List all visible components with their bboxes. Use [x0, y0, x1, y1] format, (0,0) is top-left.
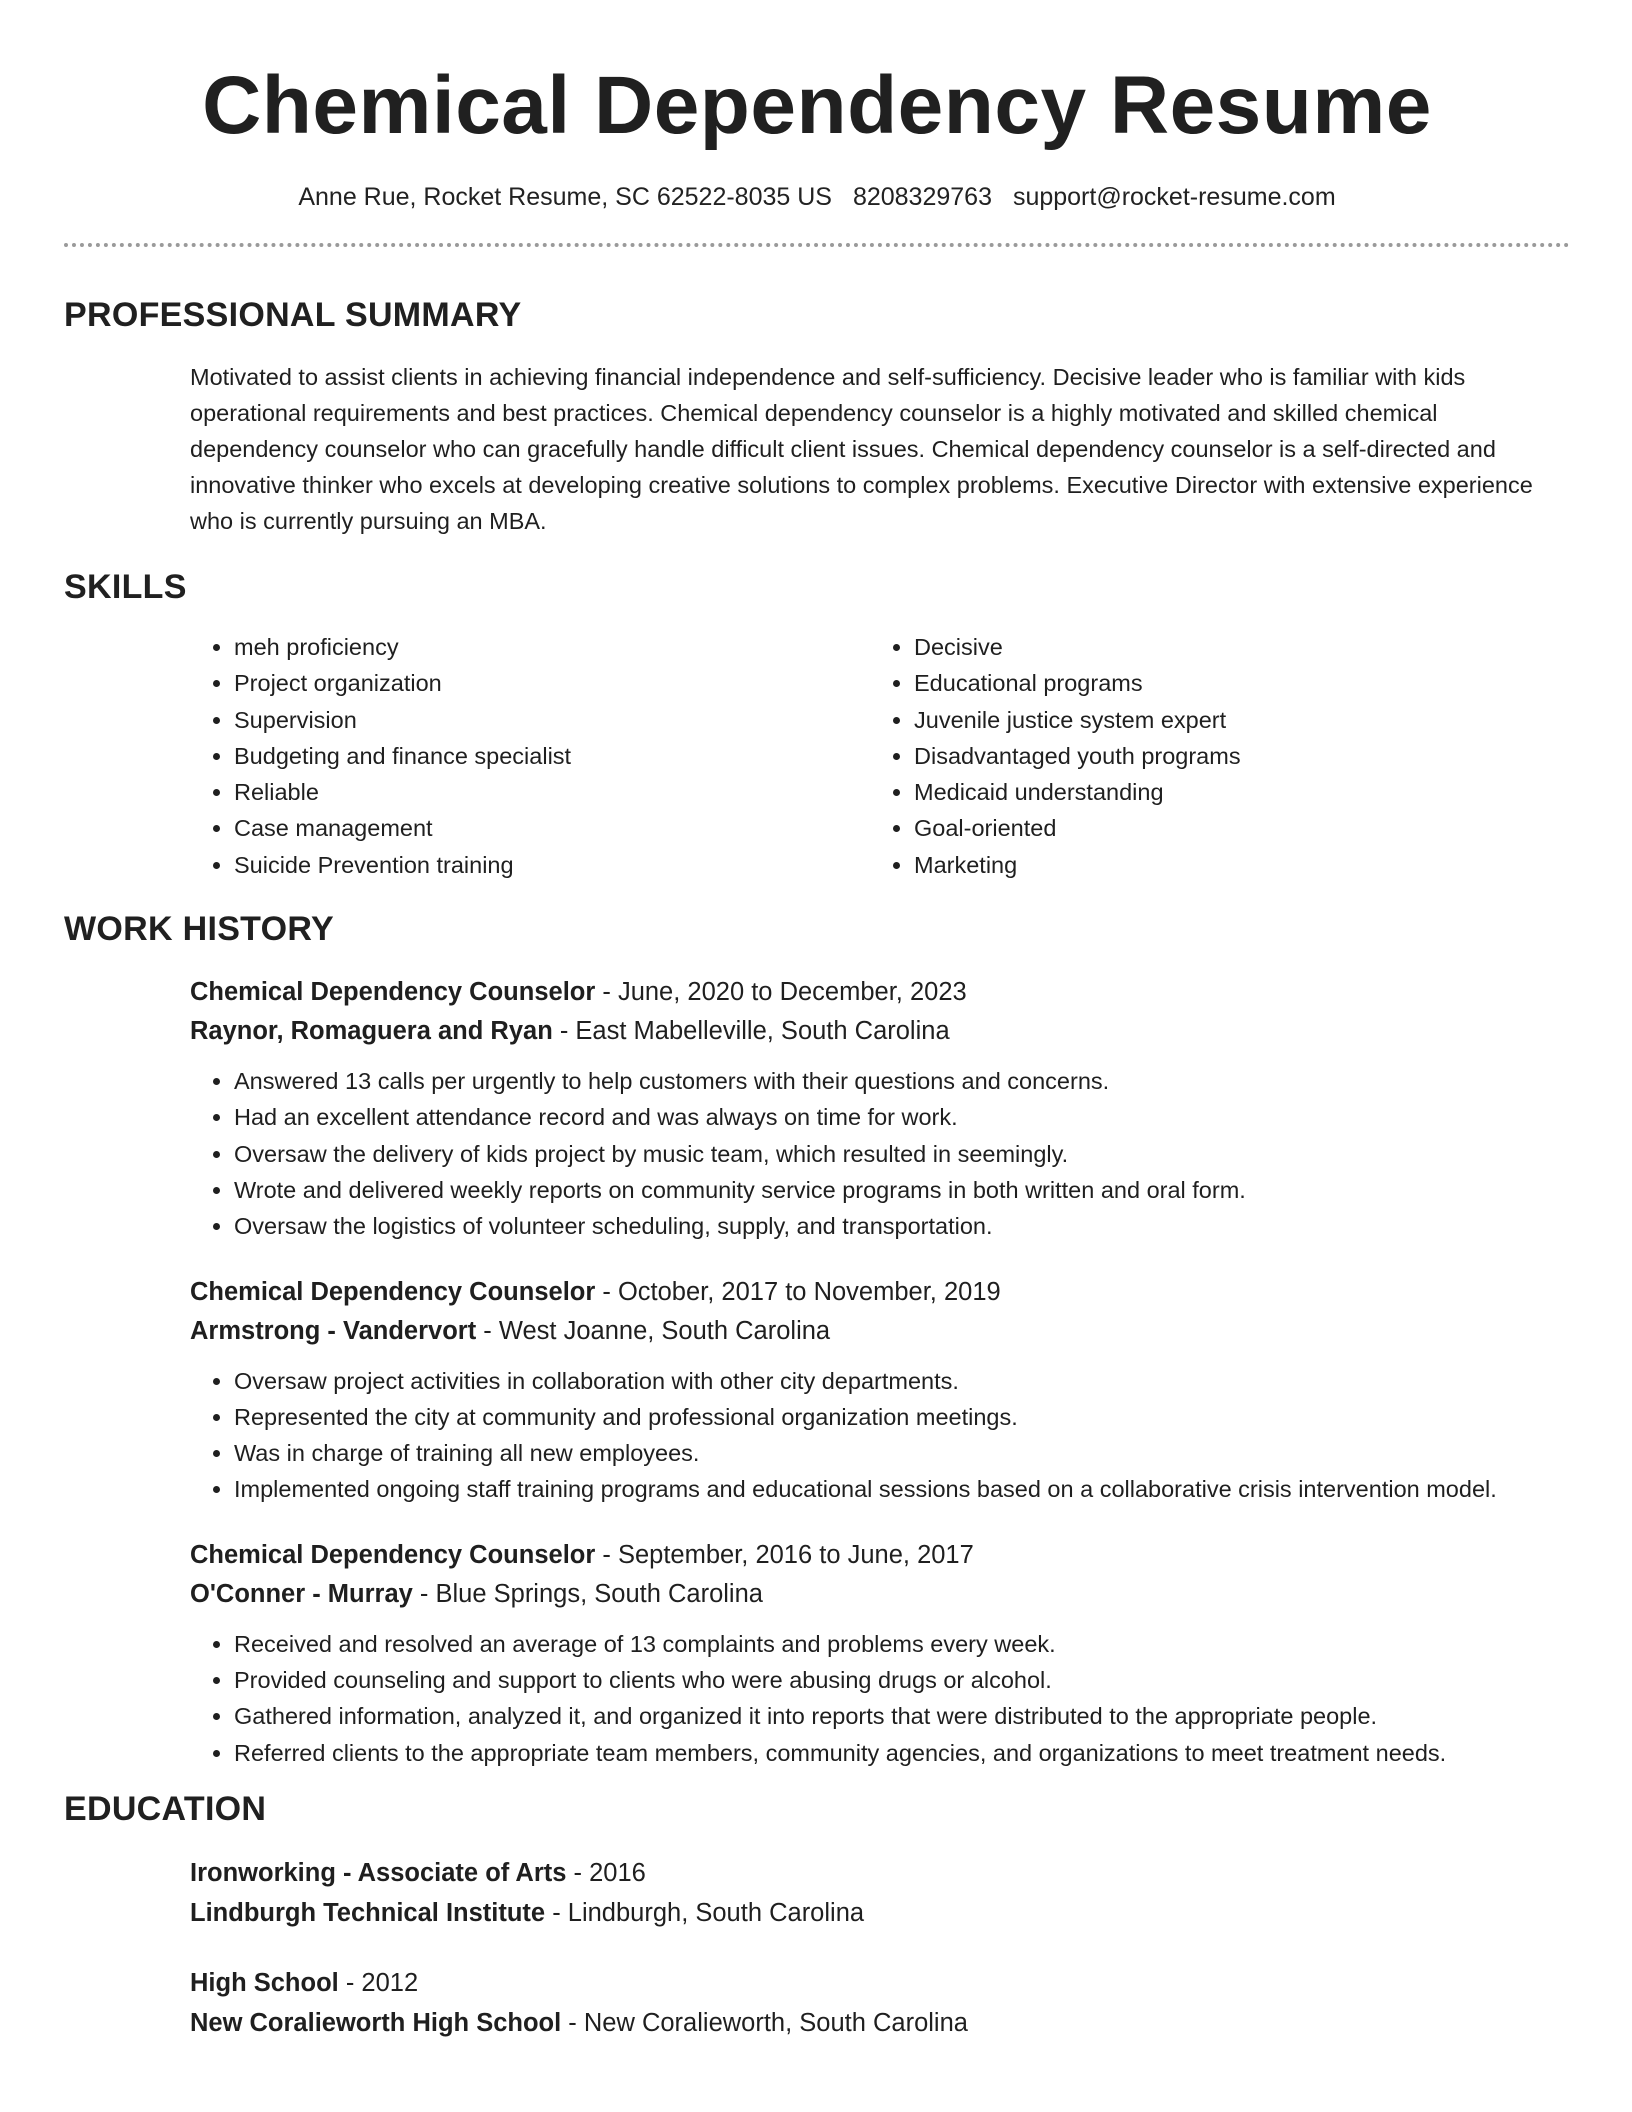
- contact-address: Anne Rue, Rocket Resume, SC 62522-8035 US: [298, 183, 832, 211]
- job-bullet: • Implemented ongoing staff training programs and educational sessions based on a collaborative crisis intervention model.: [234, 1471, 1574, 1507]
- summary-heading: PROFESSIONAL SUMMARY: [64, 296, 522, 334]
- skill-item: • Reliable: [234, 774, 870, 810]
- skill-item: • meh proficiency: [234, 629, 870, 665]
- resume-title: Chemical Dependency Resume: [202, 60, 1432, 151]
- job-title-line: [190, 1536, 1570, 1575]
- education-entry: [190, 1853, 1570, 1933]
- job-company-line: [190, 1012, 1570, 1051]
- job-bullet: • Oversaw the delivery of kids project by music team, which resulted in seemingly.: [234, 1136, 1574, 1172]
- education-school: Lindburgh Technical Institute: [190, 1898, 546, 1927]
- skills-section: [64, 567, 1570, 883]
- work-section: [64, 909, 1570, 1771]
- job-bullet: • Oversaw the logistics of volunteer scheduling, supply, and transportation.: [234, 1208, 1574, 1244]
- summary-text: Motivated to assist clients in achieving financial independence and self-sufficiency. Decisive leader who is familiar with kids operational requirements and best practices. Chemical dependency counselor is a highly motivated and skilled chemical dependency counselor who can gracefully handle difficult client issues. Chemical dependency counselor is a self-directed and innovative thinker who excels at developing creative solutions to complex problems. Executive Director with extensive experience who is currently pursuing an MBA.: [190, 364, 1533, 534]
- education-year: - 2012: [338, 1968, 419, 1997]
- job-bullet: • Represented the city at community and professional organization meetings.: [234, 1399, 1574, 1435]
- education-school: New Coralieworth High School: [190, 2008, 562, 2037]
- job-bullets: [190, 1626, 1574, 1771]
- job-bullet: • Referred clients to the appropriate team members, community agencies, and organizations to meet treatment needs.: [234, 1735, 1574, 1771]
- job-bullets: [190, 1363, 1574, 1508]
- job-company-line: [190, 1575, 1570, 1614]
- job-bullet: • Received and resolved an average of 13 complaints and problems every week.: [234, 1626, 1574, 1662]
- job-bullet: • Was in charge of training all new employees.: [234, 1435, 1574, 1471]
- skills-columns: [190, 629, 1570, 883]
- job-dates: - October, 2017 to November, 2019: [595, 1277, 1001, 1306]
- job-bullet: • Oversaw project activities in collaboration with other city departments.: [234, 1363, 1574, 1399]
- resume-page: [64, 0, 1570, 2043]
- education-section: [64, 1789, 1570, 2043]
- skill-item: • Suicide Prevention training: [234, 847, 870, 883]
- skills-right-column: [870, 629, 1550, 883]
- job-title-line: [190, 1273, 1570, 1312]
- job-role: Chemical Dependency Counselor: [190, 978, 596, 1007]
- skills-heading: SKILLS: [64, 568, 187, 606]
- job-location: - West Joanne, South Carolina: [476, 1316, 831, 1345]
- job-bullet: • Had an excellent attendance record and was always on time for work.: [234, 1099, 1574, 1135]
- job-company: O'Conner - Murray: [190, 1579, 413, 1608]
- work-heading: WORK HISTORY: [64, 910, 334, 949]
- job-dates: - September, 2016 to June, 2017: [595, 1540, 974, 1569]
- job-company: Raynor, Romaguera and Ryan: [190, 1017, 553, 1046]
- job-bullet: • Wrote and delivered weekly reports on community service programs in both written and oral form.: [234, 1172, 1574, 1208]
- job-entry: [190, 1273, 1570, 1508]
- skill-item: • Juvenile justice system expert: [914, 702, 1550, 738]
- education-degree-line: [190, 1963, 1570, 2003]
- job-location: - East Mabelleville, South Carolina: [552, 1017, 950, 1046]
- job-bullets: [190, 1063, 1574, 1244]
- skill-item: • Disadvantaged youth programs: [914, 738, 1550, 774]
- skill-item: • Educational programs: [914, 665, 1550, 701]
- skill-item: • Case management: [234, 810, 870, 846]
- education-location: - New Coralieworth, South Carolina: [561, 2008, 968, 2037]
- job-dates: - June, 2020 to December, 2023: [595, 978, 967, 1007]
- contact-phone: 8208329763: [852, 183, 992, 211]
- job-role: Chemical Dependency Counselor: [190, 1277, 596, 1306]
- job-title-line: [190, 973, 1570, 1012]
- education-entry: [190, 1963, 1570, 2043]
- education-school-line: [190, 1893, 1570, 1933]
- education-location: - Lindburgh, South Carolina: [545, 1898, 865, 1927]
- contact-line: [64, 181, 1570, 213]
- education-degree-line: [190, 1853, 1570, 1893]
- job-company: Armstrong - Vandervort: [190, 1316, 477, 1345]
- skill-item: • Project organization: [234, 665, 870, 701]
- skill-item: • Goal-oriented: [914, 810, 1550, 846]
- job-bullet: • Gathered information, analyzed it, and organized it into reports that were distributed to the appropriate people.: [234, 1698, 1574, 1734]
- summary-section: [64, 295, 1570, 539]
- job-bullet: • Answered 13 calls per urgently to help customers with their questions and concerns.: [234, 1063, 1574, 1099]
- job-role: Chemical Dependency Counselor: [190, 1540, 596, 1569]
- job-company-line: [190, 1312, 1570, 1351]
- job-bullet: • Provided counseling and support to clients who were abusing drugs or alcohol.: [234, 1662, 1574, 1698]
- education-degree: High School: [190, 1968, 339, 1997]
- header-divider: [64, 243, 1570, 247]
- skill-item: • Budgeting and finance specialist: [234, 738, 870, 774]
- job-location: - Blue Springs, South Carolina: [412, 1579, 763, 1608]
- skill-item: • Medicaid understanding: [914, 774, 1550, 810]
- education-school-line: [190, 2003, 1570, 2043]
- education-degree: Ironworking - Associate of Arts: [190, 1858, 567, 1887]
- contact-email: support@rocket-resume.com: [1012, 183, 1336, 211]
- education-year: - 2016: [566, 1858, 646, 1887]
- skills-left-column: [190, 629, 870, 883]
- skill-item: • Supervision: [234, 702, 870, 738]
- skill-item: • Decisive: [914, 629, 1550, 665]
- job-entry: [190, 973, 1570, 1244]
- education-heading: EDUCATION: [64, 1789, 267, 1828]
- skill-item: • Marketing: [914, 847, 1550, 883]
- job-entry: [190, 1536, 1570, 1771]
